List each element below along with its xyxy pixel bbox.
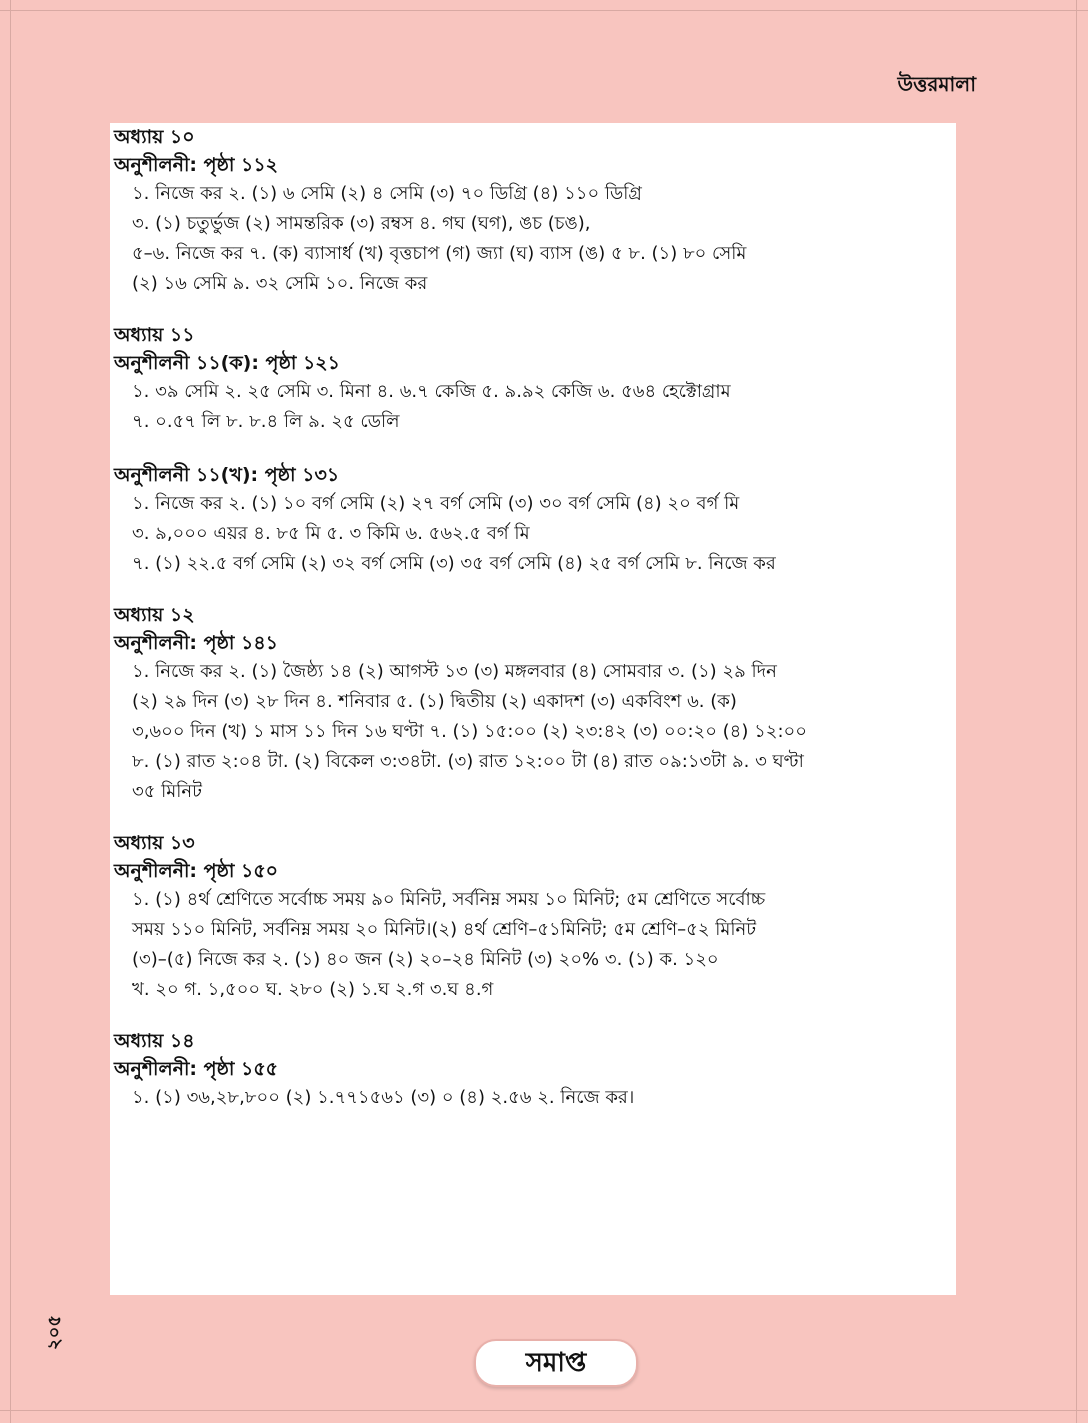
answer-line: সময় ১১০ মিনিট, সর্বনিম্ন সময় ২০ মিনিট।(২) ৪র্থ শ্রেণি–৫১মিনিট; ৫ম শ্রেণি–৫২ মিনিট [132, 919, 757, 940]
answer-line: (২) ২৯ দিন (৩) ২৮ দিন ৪. শনিবার ৫. (১) দ্বিতীয় (২) একাদশ (৩) একবিংশ ৬. (ক) [132, 691, 737, 712]
answer-panel [110, 123, 956, 1295]
exercise-block [110, 1055, 956, 1113]
frame-line-bottom [0, 1410, 1088, 1411]
answer-line: ৩৫ মিনিট [132, 781, 202, 802]
chapter-heading: অধ্যায় ১১ [114, 324, 195, 346]
chapter-section [110, 829, 956, 1005]
answer-line: ১. নিজে কর ২. (১) ৬ সেমি (২) ৪ সেমি (৩) ৭০ ডিগ্রি (৪) ১১০ ডিগ্রি [132, 183, 642, 204]
exercise-title: অনুশীলনী: পৃষ্ঠা ১৫৫ [114, 1058, 279, 1080]
chapter-section [110, 1027, 956, 1113]
exercise-block [110, 629, 956, 807]
exercise-block [110, 461, 956, 579]
exercise-title: অনুশীলনী: পৃষ্ঠা ১৫০ [114, 860, 279, 882]
page-number: ২০৫ [44, 1314, 65, 1350]
chapter-heading: অধ্যায় ১৩ [114, 832, 195, 854]
chapter-section [110, 123, 956, 299]
exercise-block [110, 857, 956, 1005]
end-badge: সমাপ্ত [474, 1339, 638, 1387]
answer-line: খ. ২০ গ. ১,৫০০ ঘ. ২৮০ (২) ১.ঘ ২.গ ৩.ঘ ৪.গ [132, 979, 494, 1000]
answer-line: ৩,৬০০ দিন (খ) ১ মাস ১১ দিন ১৬ ঘণ্টা ৭. (১) ১৫:০০ (২) ২৩:৪২ (৩) ০০:২০ (৪) ১২:০০ [132, 721, 807, 742]
chapter-section [110, 601, 956, 807]
chapter-section [110, 321, 956, 579]
answer-line: ৩. (১) চতুর্ভুজ (২) সামন্তরিক (৩) রম্বস ৪. গঘ (ঘগ), ঙচ (চঙ), [132, 213, 591, 234]
exercise-block [110, 151, 956, 299]
chapter-heading: অধ্যায় ১৪ [114, 1030, 195, 1052]
chapter-heading: অধ্যায় ১০ [114, 126, 195, 148]
answer-line: ১. (১) ৩৬,২৮,৮০০ (২) ১.৭৭১৫৬১ (৩) ০ (৪) ২.৫৬ ২. নিজে কর। [132, 1087, 635, 1108]
frame-line-right [1076, 0, 1077, 1423]
answer-line: ১. নিজে কর ২. (১) জৈষ্ঠ্য ১৪ (২) আগস্ট ১৩ (৩) মঙ্গলবার (৪) সোমবার ৩. (১) ২৯ দিন [132, 661, 777, 682]
answer-line: ১. নিজে কর ২. (১) ১০ বর্গ সেমি (২) ২৭ বর্গ সেমি (৩) ৩০ বর্গ সেমি (৪) ২০ বর্গ মি [132, 493, 740, 514]
answer-line: (২) ১৬ সেমি ৯. ৩২ সেমি ১০. নিজে কর [132, 273, 428, 294]
answer-line: ১. ৩৯ সেমি ২. ২৫ সেমি ৩. মিনা ৪. ৬.৭ কেজি ৫. ৯.৯২ কেজি ৬. ৫৬৪ হেক্টোগ্রাম [132, 381, 731, 402]
answer-line: ৫–৬. নিজে কর ৭. (ক) ব্যাসার্ধ (খ) বৃত্তচাপ (গ) জ্যা (ঘ) ব্যাস (ঙ) ৫ ৮. (১) ৮০ সেমি [132, 243, 747, 264]
frame-line-top [0, 10, 1088, 11]
exercise-title: অনুশীলনী ১১(ক): পৃষ্ঠা ১২১ [114, 352, 340, 374]
answer-line: ৭. (১) ২২.৫ বর্গ সেমি (২) ৩২ বর্গ সেমি (৩) ৩৫ বর্গ সেমি (৪) ২৫ বর্গ সেমি ৮. নিজে কর [132, 553, 776, 574]
answer-line: ১. (১) ৪র্থ শ্রেণিতে সর্বোচ্চ সময় ৯০ মিনিট, সর্বনিম্ন সময় ১০ মিনিট; ৫ম শ্রেণিতে সর্বোচ্চ [132, 889, 766, 910]
chapter-heading: অধ্যায় ১২ [114, 604, 195, 626]
running-title: উত্তরমালা [897, 72, 976, 96]
exercise-title: অনুশীলনী ১১(খ): পৃষ্ঠা ১৩১ [114, 464, 340, 486]
frame-line-left [10, 0, 11, 1423]
exercise-title: অনুশীলনী: পৃষ্ঠা ১৪১ [114, 632, 279, 654]
exercise-block [110, 349, 956, 437]
exercise-title: অনুশীলনী: পৃষ্ঠা ১১২ [114, 154, 279, 176]
answer-line: ৩. ৯,০০০ এয়র ৪. ৮৫ মি ৫. ৩ কিমি ৬. ৫৬২.৫ বর্গ মি [132, 523, 530, 544]
answer-line: ৮. (১) রাত ২:০৪ টা. (২) বিকেল ৩:৩৪টা. (৩) রাত ১২:০০ টা (৪) রাত ০৯:১৩টা ৯. ৩ ঘণ্টা [132, 751, 804, 772]
answer-content [110, 123, 956, 1135]
answer-line: ৭. ০.৫৭ লি ৮. ৮.৪ লি ৯. ২৫ ডেলি [132, 411, 400, 432]
answer-line: (৩)–(৫) নিজে কর ২. (১) ৪০ জন (২) ২০–২৪ মিনিট (৩) ২০% ৩. (১) ক. ১২০ [132, 949, 719, 970]
